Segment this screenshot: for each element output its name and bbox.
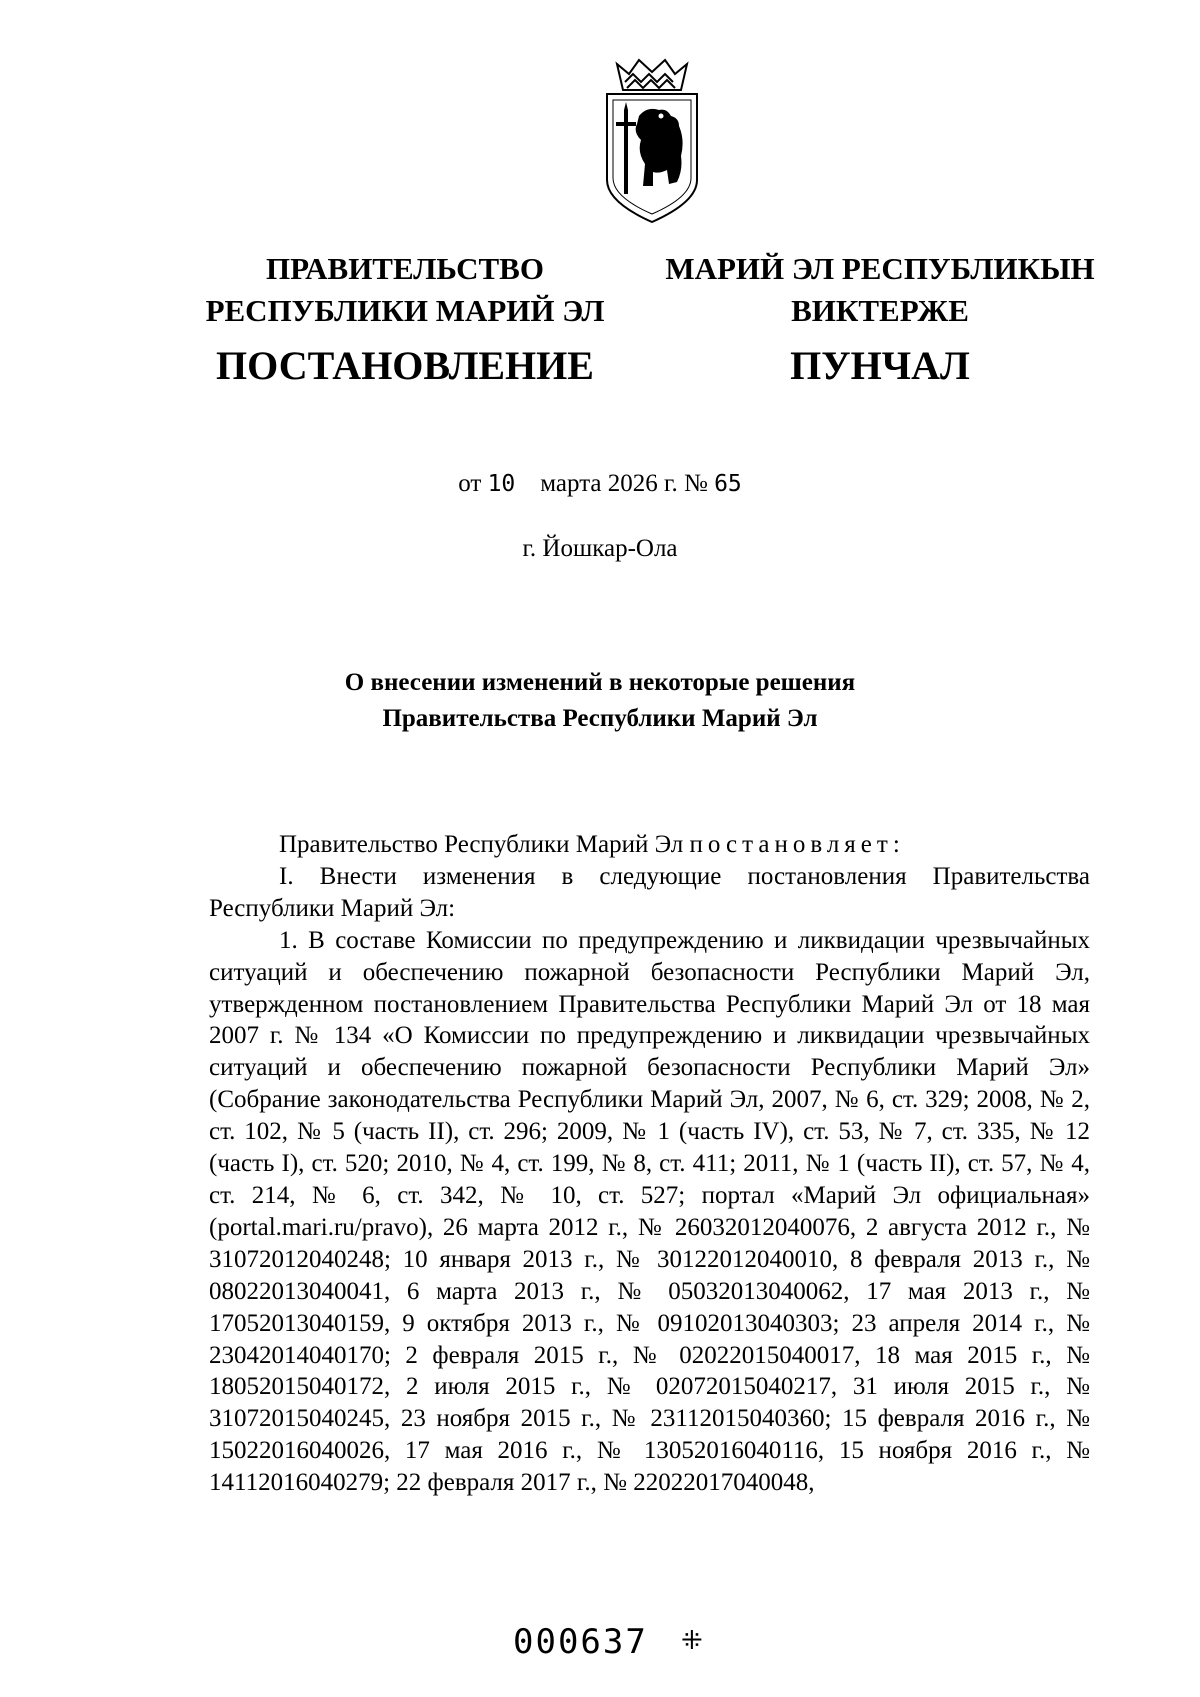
section-1-paragraph: I. Внести изменения в следующие постановления Правительства Республики Марий Эл:	[209, 862, 1090, 922]
serial-number: 000637	[513, 1622, 648, 1662]
date-prefix: от	[458, 470, 482, 497]
header-right-line2: ВИКТЕРЖЕ	[791, 293, 969, 328]
date-day: 10	[487, 471, 516, 497]
document-number: 65	[714, 471, 742, 497]
header-left-line1: ПРАВИТЕЛЬСТВО	[266, 251, 544, 286]
subject-line2: Правительства Республики Марий Эл	[382, 705, 818, 732]
body-text	[209, 829, 1090, 1499]
date-line	[0, 470, 1200, 498]
header-left-block	[205, 248, 605, 394]
header-left-line2: РЕСПУБЛИКИ МАРИЙ ЭЛ	[205, 293, 605, 328]
city-line: г. Йошкар-Ола	[522, 535, 678, 562]
subject-title	[300, 665, 900, 737]
subject-line1: О внесении изменений в некоторые решения	[344, 669, 856, 696]
header-left-title: ПОСТАНОВЛЕНИЕ	[216, 343, 594, 388]
header-right-title: ПУНЧАЛ	[790, 343, 970, 388]
coat-of-arms-emblem	[597, 52, 707, 227]
asterisk-mark-icon: ⁜	[681, 1626, 703, 1655]
preamble-verb: постановляет:	[689, 831, 905, 858]
preamble-subject: Правительство Республики Марий Эл	[279, 831, 684, 858]
date-month-year: марта 2026 г.	[540, 470, 678, 497]
number-sign: №	[683, 470, 708, 497]
item-1-paragraph: 1. В составе Комиссии по предупреждению и ликвидации чрезвычайных ситуаций и обеспечению пожарной безопасности Республики Марий Эл, утвержденном постановлением Правительства Республики Марий Эл от 18 мая 2007 г. № 134 «О Комиссии по предупреждению и ликвидации чрезвычайных ситуаций и обеспечению пожарной безопасности Республики Марий Эл» (Собрание законодательства Республики Марий Эл, 2007, № 6, ст. 329; 2008, № 2, ст. 102, № 5 (часть II), ст. 296; 2009, № 1 (часть IV), ст. 53, № 7, ст. 335, № 12 (часть I), ст. 520; 2010, № 4, ст. 199, № 8, ст. 411; 2011, № 1 (часть II), ст. 57, № 4, ст. 214, № 6, ст. 342, № 10, ст. 527; портал «Марий Эл официальная» (portal.mari.ru/pravo), 26 марта 2012 г., № 26032012040076, 2 августа 2012 г., № 31072012040248; 10 января 2013 г., № 30122012040010, 8 февраля 2013 г., № 08022013040041, 6 марта 2013 г., № 05032013040062, 17 мая 2013 г., № 17052013040159, 9 октября 2013 г., № 09102013040303; 23 апреля 2014 г., № 23042014040170; 2 февраля 2015 г., № 02022015040017, 18 мая 2015 г., № 18052015040172, 2 июля 2015 г., № 02072015040217, 31 июля 2015 г., № 31072015040245, 23 ноября 2015 г., № 23112015040360; 15 февраля 2016 г., № 15022016040026, 17 мая 2016 г., № 13052016040116, 15 ноября 2016 г., № 14112016040279; 22 февраля 2017 г., № 22022017040048,	[209, 926, 1090, 1497]
header-right-line1: МАРИЙ ЭЛ РЕСПУБЛИКЫН	[665, 251, 1095, 286]
preamble-paragraph	[209, 829, 1090, 861]
header-right-block	[665, 248, 1095, 394]
